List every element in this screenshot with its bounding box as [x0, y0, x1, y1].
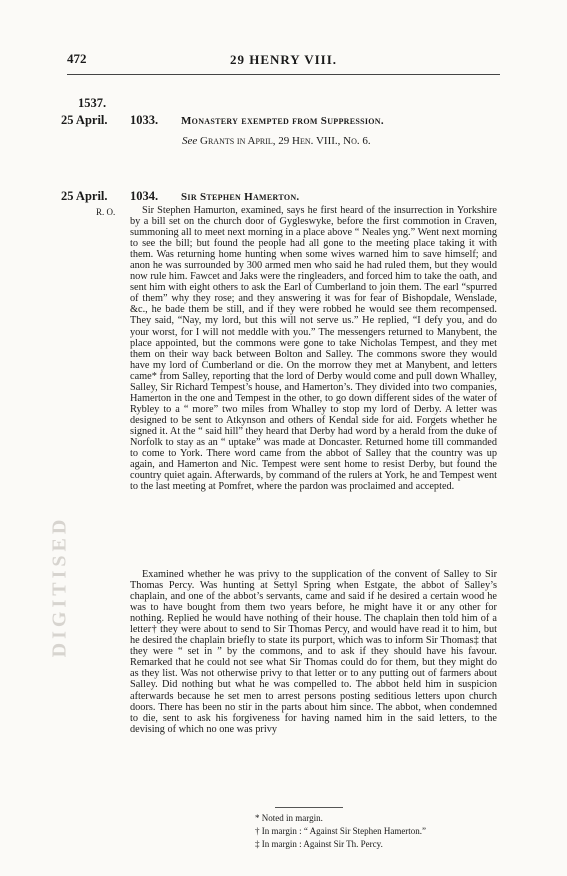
watermark: DIGITISED — [48, 515, 71, 658]
running-head: 29 HENRY VIII. — [229, 52, 338, 67]
entry-year: 1537. — [78, 96, 107, 110]
entry-date: 25 April. — [61, 113, 108, 127]
entry-title: Sir Stephen Hamerton. — [181, 191, 300, 203]
entry-number: 1033. — [130, 113, 159, 127]
footnote: ‡ In margin : Against Sir Th. Percy. — [255, 839, 383, 849]
header-rule — [67, 74, 500, 75]
footnote: * Noted in margin. — [255, 813, 323, 823]
entry-number: 1034. — [130, 189, 159, 203]
footnote: † In margin : “ Against Sir Stephen Hamerton.” — [255, 826, 427, 836]
entry-date: 25 April. — [61, 189, 108, 203]
see-text: Grants in April, 29 Hen. VIII., No. 6. — [200, 135, 371, 147]
page-number: 472 — [67, 51, 87, 66]
see-reference — [182, 135, 371, 147]
entry-source: R. O. — [96, 207, 116, 217]
see-prefix: See — [182, 135, 198, 147]
footnote-rule — [275, 807, 343, 808]
entry-title: Monastery exempted from Suppression. — [181, 115, 384, 127]
body-paragraph: Sir Stephen Hamurton, examined, says he first heard of the insurrection in Yorkshire by a bill set on the church door of Gygleswyke, before the first commotion in Craven, summoning all to meet next morning in a place above “ Neales yng.” Went next morning to see the bill; but found the people had all gone to the meeting place taking it with them. Was returning home hunting when some wives warned him to save himself; and anon he was surrounded by 300 armed men who said he had ruled them, but they would now rule him. Fawcet and Jaks were the ringleaders, and forced him to take the oath, and sent him with eight others to ask the Earl of Cumberland to join them. The earl “spurred of them” why they rose; and they answering it was for fear of Bishopdale, Wenslade, &c., he bade them be still, and if they were robbed he would see them recompensed. They said, “Nay, my lord, but this will not serve us.” He replied, “I defy you, and do your worst, for I will not meddle with you.” The messengers returned to Manybent, the place appointed, but the commons were gone to take Nicholas Tempest, and they met them on their way back between Bolton and Salley. The commons swore they would have my lord of Cumberland or die. On the morrow they met at Manybent, and letters came* from Salley, reporting that the lord of Derby would come and pull down Whalley, Salley, Sir Richard Tempest’s house, and Hamerton’s. They divided into two companies, Hamerton in the one and Tempest in the other, to go down different sides of the water of Rybley to a “ more” two miles from Whalley to stop my lord of Derby. A letter was designed to be sent to Atkynson and others of Kendal side for aid. Forgets whether he signed it. At the “ said hill” they heard that Derby had word by a herald from the duke of Norfolk to stay as an “ uptake” was made at Doncaster. Returned home till commanded to come to York. There word came from the abbot of Salley that the country was up again, and Hamerton and Nic. Tempest were sent home to resist Derby, but found the country quiet again. Afterwards, by command of the rulers at York, he and Tempest went to the last meeting at Pomfret, where the pardon was proclaimed and accepted. — [130, 205, 497, 493]
body-paragraph: Examined whether he was privy to the supplication of the convent of Salley to Sir Thomas Percy. Was hunting at Settyl Spring when Estgate, the abbot of Salley’s chaplain, and one of the abbot’s servants, came and said if he desired a certain wood he was to have bought from them two years before, he might have it or any other for nothing. Replied he would have nothing of their house. The chaplain then told him of a letter† they were about to send to Sir Thomas Percy, and would have read it to him, but he desired the chaplain briefly to state its purport, which was to inform Sir Thomas‡ that they were “ set in ” by the commons, and to ask if they should have his favour. Remarked that he could not see what Sir Thomas could do for them, but they might do as they list. Was not otherwise privy to that letter or to any putting out of farmers about Salley. Did nothing but what he was compelled to. The abbot held him in suspicion afterwards because he set men to arrest persons posting seditious letters upon church doors. There has been no stir in the parts about him since. The abbot, when condemned to die, sent to ask his forgiveness for having named him in the said letters, to the devising of which no one was privy — [130, 569, 497, 735]
